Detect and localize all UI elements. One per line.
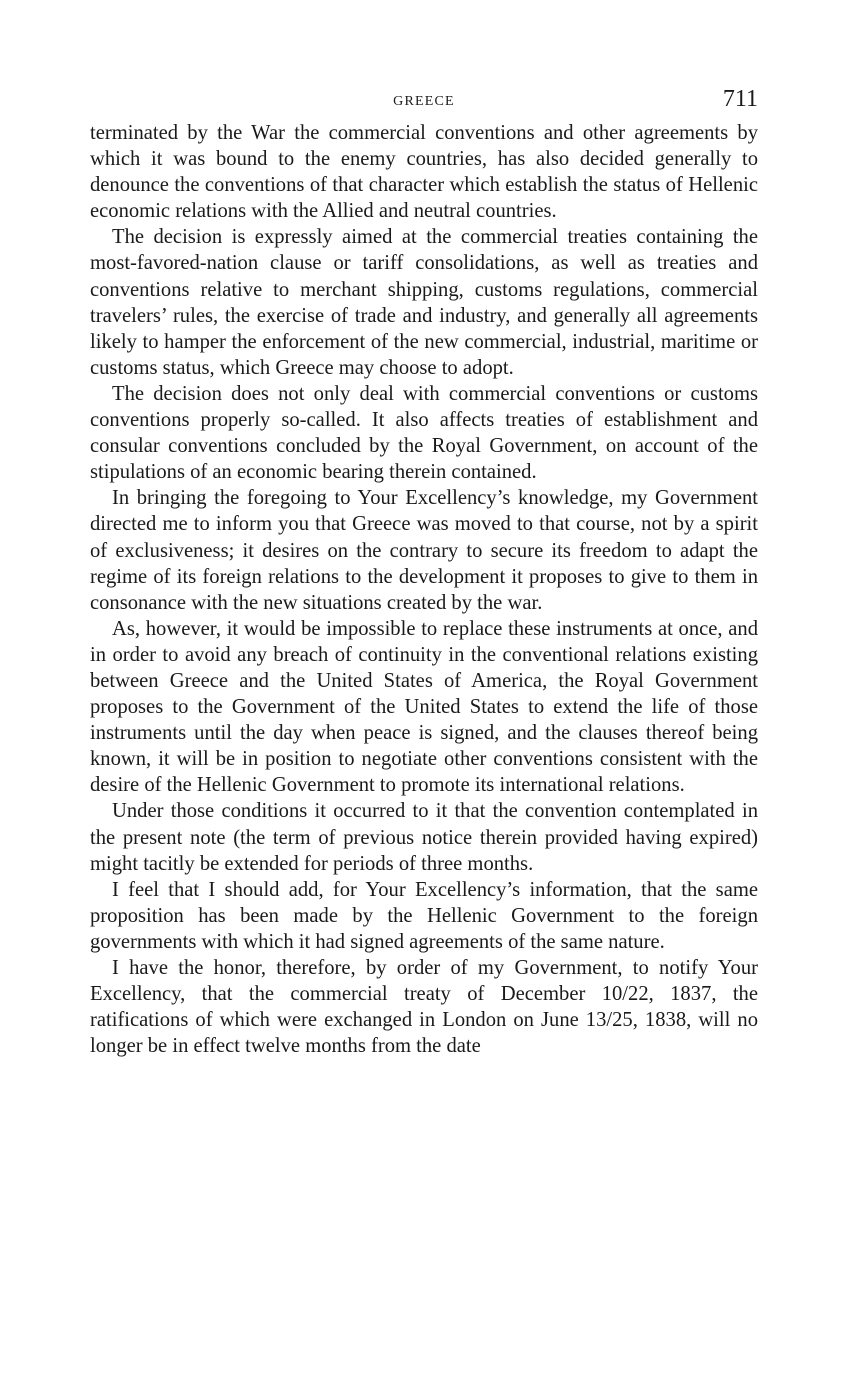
paragraph-continuation: terminated by the War the commercial conventions and other agreements by which it was bound to the enemy countries, has also decided generally to denounce the conventions of that character which establish the status of Hellenic economic relations with the Allied and neutral countries. [90,122,758,223]
page-number: 711 [722,86,758,112]
document-page [90,86,758,1059]
paragraph-decision-aims: The decision is expressly aimed at the commercial treaties containing the most-favored-nation clause or tariff consolidations, as well as treaties and conventions relative to merchant shipping, customs regulations, commercial travelers’ rules, the exercise of trade and industry, and generally all agreements likely to hamper the enforcement of the new commercial, industrial, maritime or customs status, which Greece may choose to adopt. [90,226,758,379]
running-title: GREECE [393,94,455,109]
paragraph-extension-conditions: Under those conditions it occurred to it that the convention contemplated in the present note (the term of previous notice therein provided having expired) might tacitly be extended for periods of three months. [90,800,758,875]
body-text [90,120,758,1059]
paragraph-decision-scope: The decision does not only deal with commercial conventions or customs conventions properly so-called. It also affects treaties of establishment and consular conventions concluded by the Royal Government, on account of the stipulations of an economic bearing therein contained. [90,382,758,484]
paragraph-government-motive: In bringing the foregoing to Your Excellency’s knowledge, my Government directed me to inform you that Greece was moved to that course, not by a spirit of exclusiveness; it desires on the contrary to secure its freedom to adapt the regime of its foreign relations to the development it proposes to give to them in consonance with the new situations created by the war. [90,487,758,614]
paragraph-notification: I have the honor, therefore, by order of my Government, to notify Your Excellency, that the commercial treaty of December 10/22, 1837, the ratifications of which were exchanged in London on June 13/25, 1838, will no longer be in effect twelve months from the date [90,957,758,1058]
running-head [90,86,758,120]
paragraph-continuity-proposal: As, however, it would be impossible to replace these instruments at once, and in order to avoid any breach of continuity in the conventional relations existing between Greece and the United States of America, the Royal Government proposes to the Government of the United States to extend the life of those instruments until the day when peace is signed, and the clauses thereof being known, it will be in position to negotiate other conventions consistent with the desire of the Hellenic Government to promote its international relations. [90,617,758,797]
paragraph-same-proposition: I feel that I should add, for Your Excellency’s information, that the same proposition has been made by the Hellenic Government to the foreign governments with which it had signed agreements of the same nature. [90,878,758,953]
